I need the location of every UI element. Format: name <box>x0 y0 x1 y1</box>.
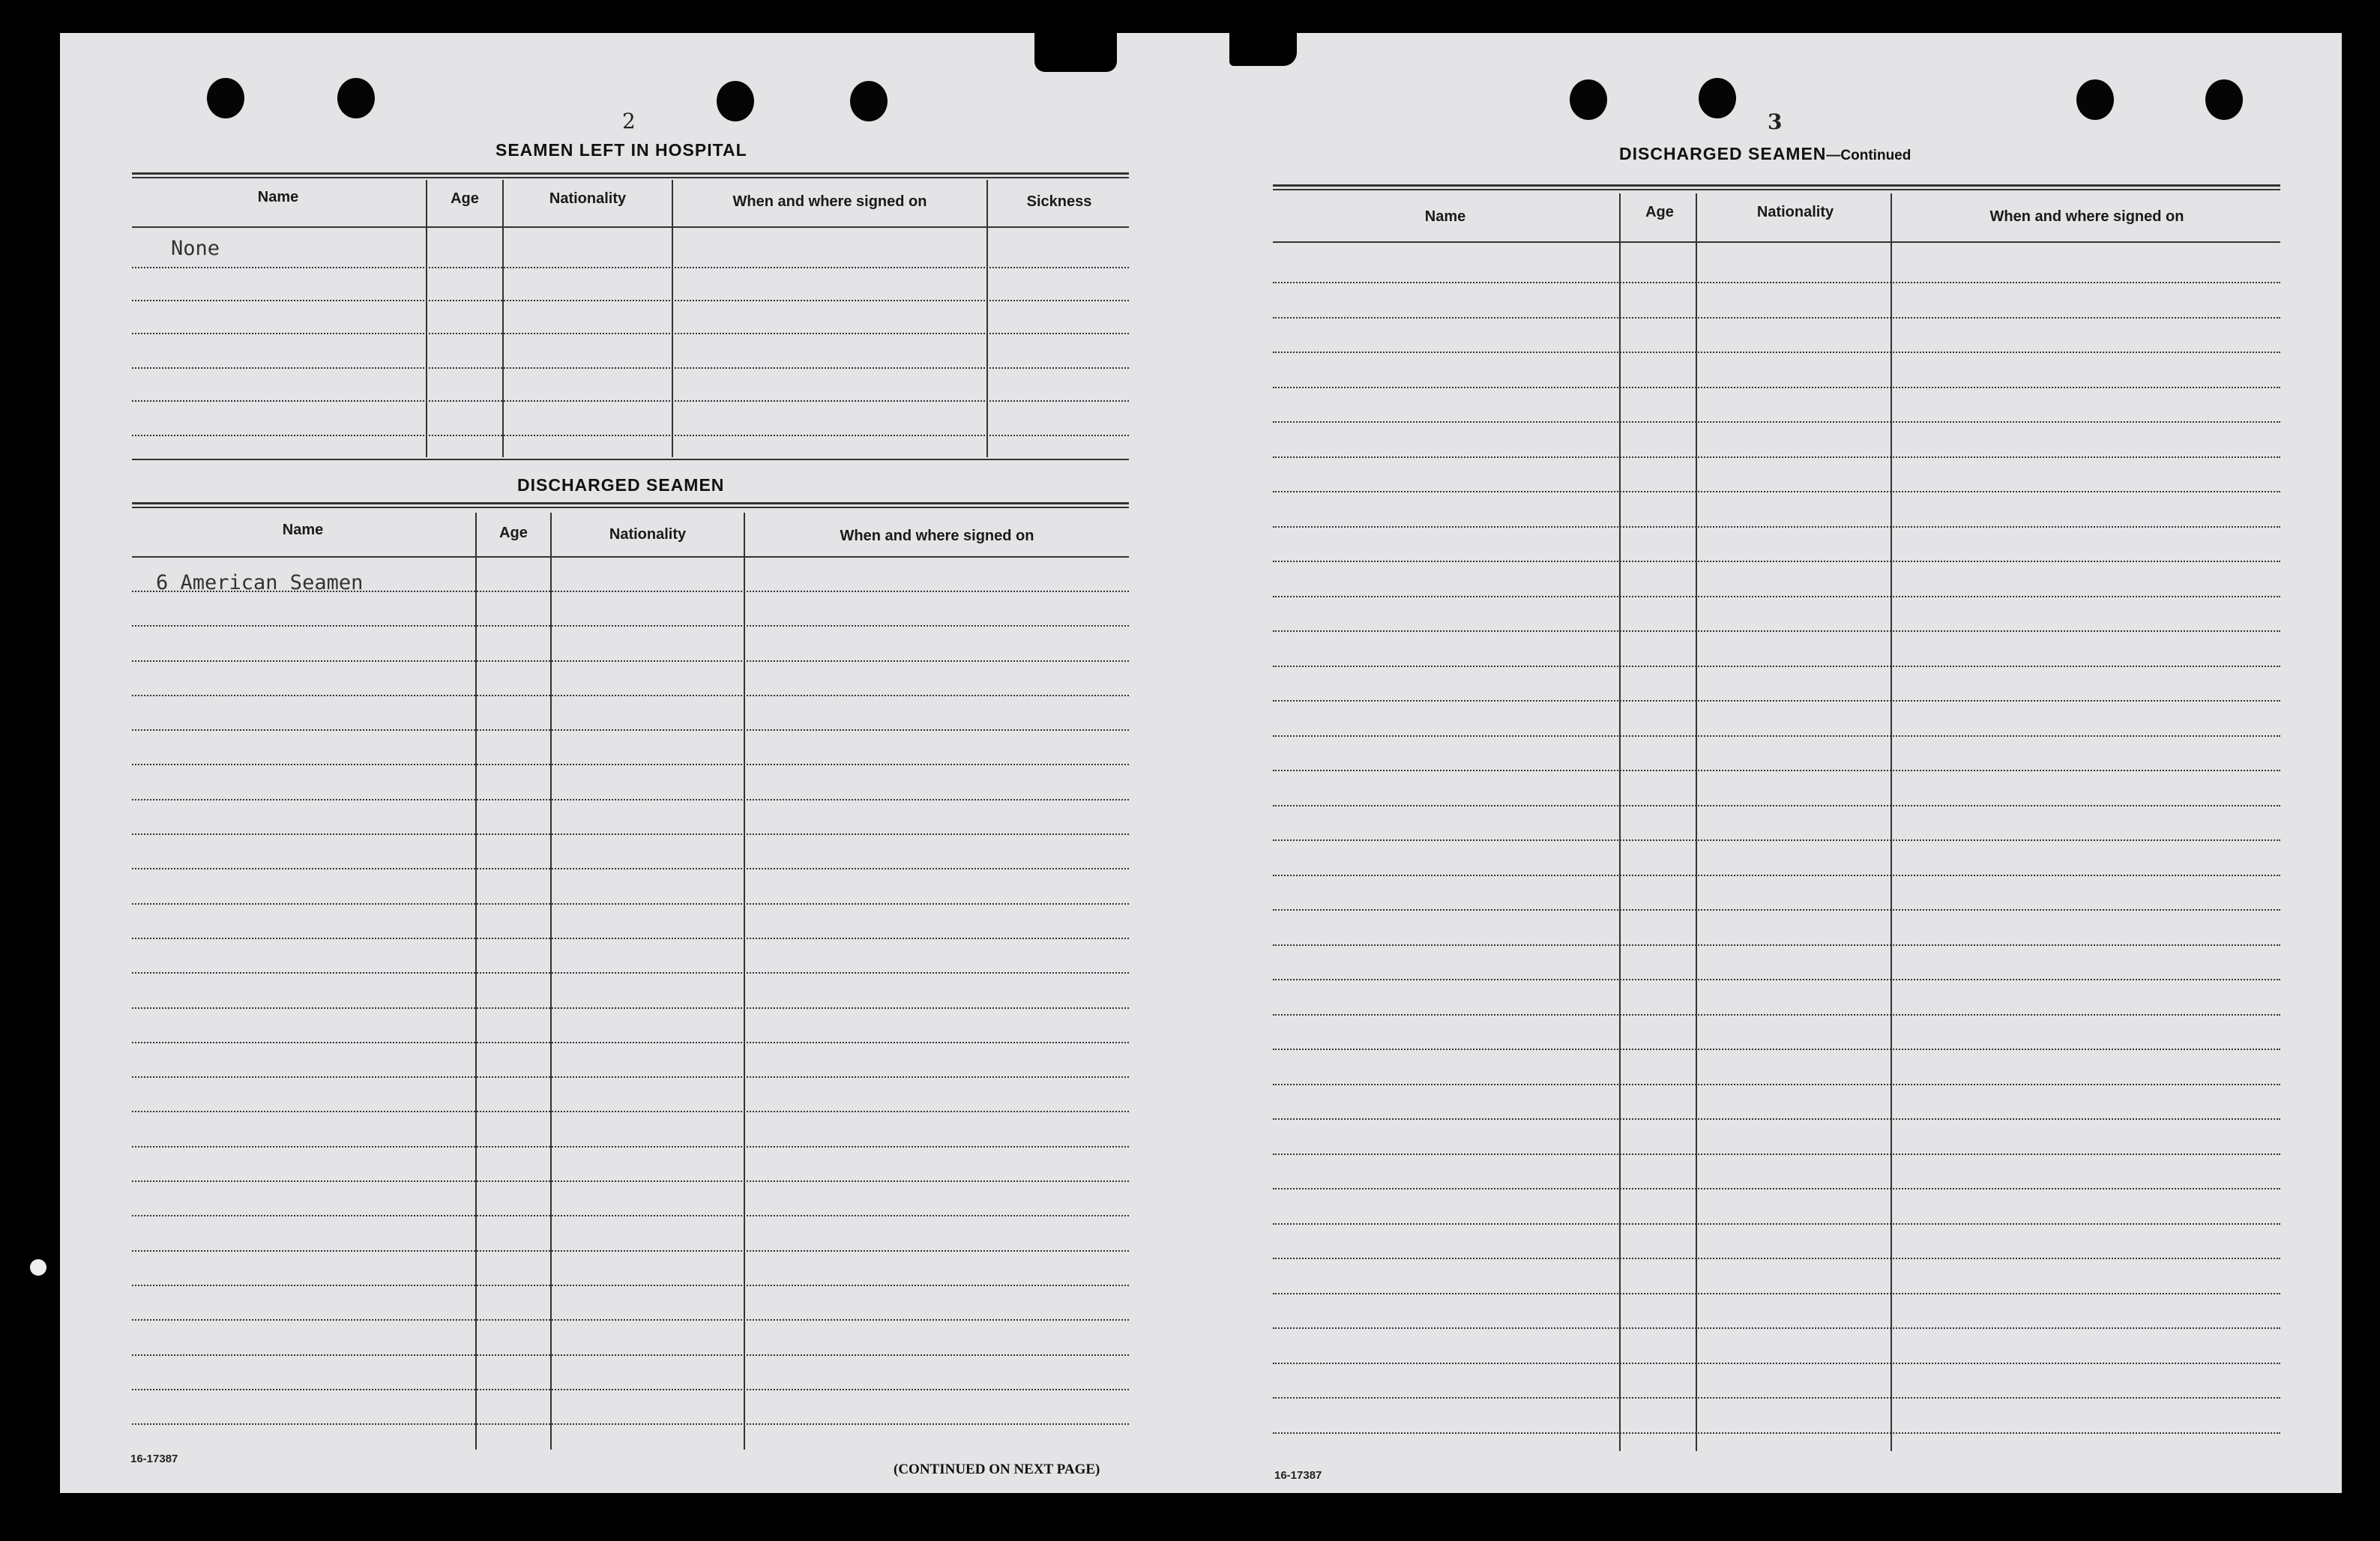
row-line <box>1273 282 2280 283</box>
row-line <box>132 367 1129 369</box>
row-line <box>132 1042 1129 1043</box>
row-line <box>1273 1014 2280 1016</box>
row-line <box>132 729 1129 731</box>
row-line <box>1273 1118 2280 1120</box>
row-line <box>1273 526 2280 528</box>
row-line <box>132 764 1129 765</box>
header-underline <box>132 226 1129 228</box>
row-line <box>1273 944 2280 946</box>
title-main: DISCHARGED SEAMEN <box>1619 144 1827 163</box>
header-underline <box>132 556 1129 558</box>
double-rule <box>1273 184 2280 190</box>
row-line <box>1273 1363 2280 1364</box>
column-divider <box>550 513 552 1450</box>
hospital-section-title: SEAMEN LEFT IN HOSPITAL <box>495 140 747 160</box>
title-suffix: —Continued <box>1826 148 1911 163</box>
column-divider <box>1619 193 1621 1451</box>
row-line <box>1273 770 2280 771</box>
page-number: 3 <box>1768 109 1783 134</box>
row-line <box>1273 1154 2280 1155</box>
punch-hole <box>337 78 375 118</box>
row-line <box>132 435 1129 436</box>
punch-hole <box>2076 79 2114 120</box>
discharged-continued-title <box>1619 144 1911 164</box>
punch-hole <box>1570 79 1607 120</box>
column-divider <box>672 180 673 457</box>
scanned-page <box>60 33 2342 1493</box>
edge-mark <box>30 1259 46 1276</box>
row-line <box>132 1423 1129 1425</box>
binding-tab-right <box>1229 33 1297 66</box>
punch-hole <box>1699 78 1736 118</box>
punch-hole <box>207 78 244 118</box>
row-line <box>132 591 1129 592</box>
column-header-name: Name <box>1424 208 1466 225</box>
row-line <box>132 1146 1129 1148</box>
row-line <box>1273 456 2280 458</box>
column-divider <box>502 180 504 457</box>
row-line <box>1273 630 2280 632</box>
row-line <box>132 300 1129 301</box>
page-number: 2 <box>622 109 636 133</box>
row-line <box>1273 387 2280 388</box>
row-line <box>1273 1293 2280 1294</box>
column-header-age: Age <box>451 190 479 207</box>
row-line <box>1273 596 2280 597</box>
row-line <box>1273 735 2280 737</box>
row-line <box>132 695 1129 696</box>
row-line <box>132 938 1129 939</box>
row-line <box>1273 1223 2280 1225</box>
row-line <box>1273 1397 2280 1399</box>
punch-hole <box>2205 79 2243 120</box>
row-line <box>1273 979 2280 980</box>
row-line <box>132 625 1129 627</box>
table-bottom-rule <box>132 459 1129 460</box>
column-header-name: Name <box>257 189 299 205</box>
punch-hole <box>717 81 754 121</box>
double-rule <box>132 172 1129 178</box>
row-line <box>132 1215 1129 1216</box>
row-line <box>1273 875 2280 876</box>
row-line <box>132 1250 1129 1252</box>
row-line <box>132 333 1129 334</box>
row-line <box>132 1007 1129 1009</box>
column-divider <box>744 513 745 1450</box>
form-number: 16-17387 <box>1274 1469 1322 1482</box>
row-line <box>132 1389 1129 1390</box>
column-divider <box>1696 193 1697 1451</box>
row-line <box>1273 700 2280 702</box>
row-line <box>1273 1327 2280 1329</box>
column-header-sickness: Sickness <box>1026 193 1092 210</box>
column-header-nationality: Nationality <box>549 190 627 207</box>
row-line <box>1273 1084 2280 1085</box>
column-header-age: Age <box>499 525 528 541</box>
row-line <box>1273 1258 2280 1259</box>
row-line <box>1273 805 2280 806</box>
discharged-entry-name: 6 American Seamen <box>156 571 364 594</box>
row-line <box>132 1319 1129 1321</box>
double-rule <box>132 502 1129 508</box>
row-line <box>1273 352 2280 353</box>
continued-note: (CONTINUED ON NEXT PAGE) <box>894 1462 1100 1477</box>
row-line <box>1273 909 2280 911</box>
column-header-name: Name <box>282 522 324 538</box>
row-line <box>132 833 1129 835</box>
row-line <box>1273 491 2280 492</box>
row-line <box>1273 421 2280 423</box>
row-line <box>132 1354 1129 1356</box>
hospital-entry-name: None <box>171 237 220 260</box>
row-line <box>132 1111 1129 1112</box>
row-line <box>1273 317 2280 319</box>
column-header-nationality: Nationality <box>609 526 687 543</box>
column-header-signed-on: When and where signed on <box>840 528 1034 544</box>
row-line <box>132 868 1129 869</box>
column-divider <box>426 180 427 457</box>
row-line <box>1273 1049 2280 1050</box>
column-divider <box>986 180 988 457</box>
binding-tab-left <box>1034 33 1117 72</box>
column-header-nationality: Nationality <box>1756 204 1834 220</box>
row-line <box>1273 1432 2280 1434</box>
row-line <box>1273 561 2280 562</box>
punch-hole <box>850 81 888 121</box>
row-line <box>132 267 1129 268</box>
column-divider <box>475 513 477 1450</box>
column-header-age: Age <box>1645 204 1674 220</box>
row-line <box>132 1285 1129 1286</box>
row-line <box>132 972 1129 974</box>
column-header-signed-on: When and where signed on <box>732 193 927 210</box>
row-line <box>132 1180 1129 1182</box>
row-line <box>1273 839 2280 841</box>
row-line <box>132 799 1129 800</box>
form-number: 16-17387 <box>130 1453 178 1465</box>
row-line <box>132 903 1129 905</box>
row-line <box>1273 1188 2280 1189</box>
column-header-signed-on: When and where signed on <box>1989 208 2184 225</box>
column-divider <box>1891 193 1892 1451</box>
row-line <box>132 400 1129 402</box>
header-underline <box>1273 241 2280 243</box>
row-line <box>132 1076 1129 1078</box>
row-line <box>132 660 1129 662</box>
discharged-section-title: DISCHARGED SEAMEN <box>517 475 725 495</box>
row-line <box>1273 666 2280 667</box>
